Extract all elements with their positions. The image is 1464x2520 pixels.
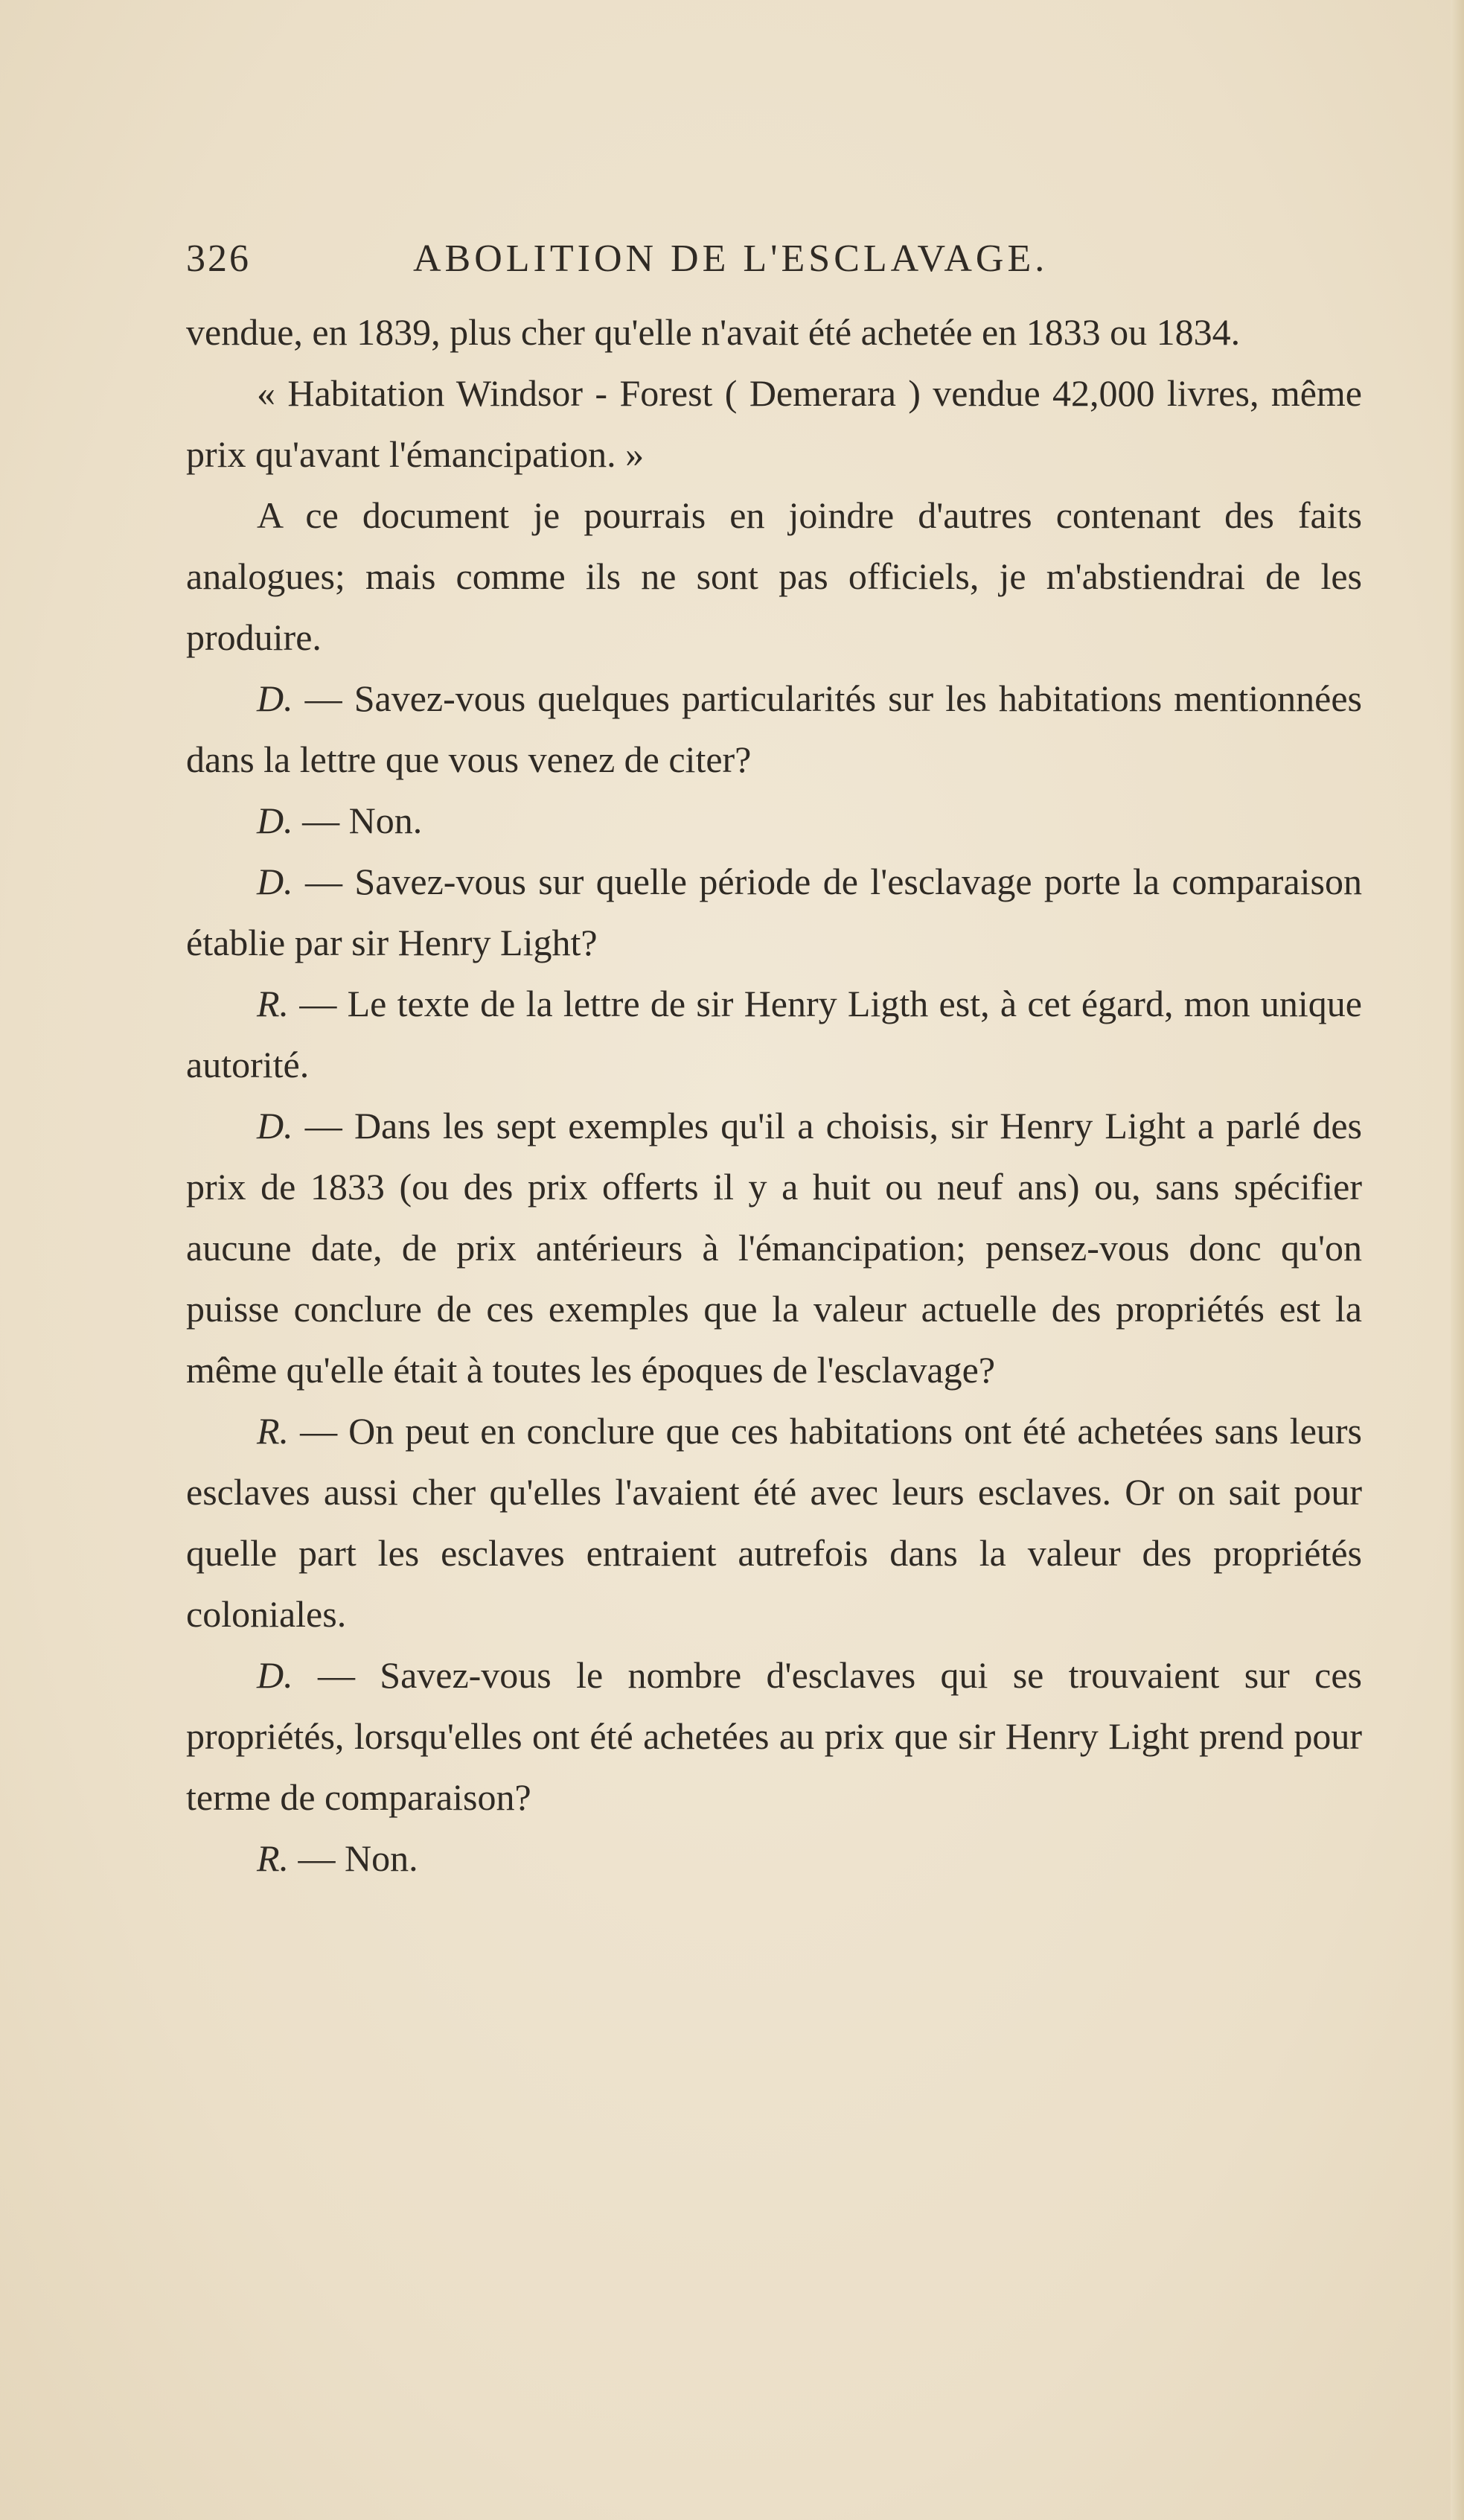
paragraph-text: vendue, en 1839, plus cher qu'elle n'avait été achetée en 1833 ou 1834. xyxy=(186,311,1241,353)
speaker-label: R. xyxy=(257,983,290,1024)
page-header xyxy=(186,237,1228,289)
paragraph-text: A ce document je pourrais en joindre d'autres contenant des faits analogues; mais comme ils ne sont pas officiels, je m'abstiendrai de les produire. xyxy=(186,494,1362,658)
paragraph-text: — Savez-vous quelques particularités sur les habitations mentionnées dans la lettre que vous venez de citer? xyxy=(186,677,1362,780)
paragraph xyxy=(186,485,1362,668)
speaker-label: D. xyxy=(257,861,293,902)
paragraph-quote xyxy=(186,363,1362,485)
paragraph-text: « Habitation Windsor - Forest ( Demerara ) vendue 42,000 livres, même prix qu'avant l'émancipation. » xyxy=(186,372,1362,475)
speaker-label: R. xyxy=(257,1410,290,1452)
answer xyxy=(186,1400,1362,1645)
question xyxy=(186,790,1362,851)
paragraph-continuation xyxy=(186,302,1362,363)
running-title: ABOLITION DE L'ESCLAVAGE. xyxy=(413,237,1049,280)
question xyxy=(186,1645,1362,1828)
speaker-label: R. xyxy=(257,1837,290,1879)
answer xyxy=(186,1828,1362,1889)
paragraph-text: — Dans les sept exemples qu'il a choisis, sir Henry Light a parlé des prix de 1833 (ou des prix offerts il y a huit ou neuf ans) ou, sans spécifier aucune date, de prix antérieurs à l'émancipation; pensez-vous donc qu'on puisse conclure de ces exemples que la valeur actuelle des propriétés est la même qu'elle était à toutes les époques de l'esclavage? xyxy=(186,1105,1362,1391)
paragraph-text: — On peut en conclure que ces habitations ont été achetées sans leurs esclaves aussi cher qu'elles l'avaient été avec leurs esclaves. Or on sait pour quelle part les esclaves entraient autrefois dans la valeur des propriétés coloniales. xyxy=(186,1410,1362,1635)
speaker-label: D. xyxy=(257,677,293,719)
speaker-label: D. xyxy=(257,1105,293,1146)
page-body xyxy=(186,302,1362,1889)
question xyxy=(186,1095,1362,1400)
answer xyxy=(186,973,1362,1095)
paragraph-text: — Savez-vous le nombre d'esclaves qui se trouvaient sur ces propriétés, lorsqu'elles ont été achetées au prix que sir Henry Light prend pour terme de comparaison? xyxy=(186,1654,1362,1818)
paragraph-text: — Non. xyxy=(293,800,423,841)
page-number: 326 xyxy=(186,237,251,280)
question xyxy=(186,668,1362,790)
speaker-label: D. xyxy=(257,1654,293,1696)
paragraph-text: — Non. xyxy=(289,1837,418,1879)
page-edge xyxy=(1451,0,1464,2520)
question xyxy=(186,851,1362,973)
paragraph-text: — Savez-vous sur quelle période de l'esclavage porte la comparaison établie par sir Henry Light? xyxy=(186,861,1362,963)
speaker-label: D. xyxy=(257,800,293,841)
paragraph-text: — Le texte de la lettre de sir Henry Ligth est, à cet égard, mon unique autorité. xyxy=(186,983,1362,1085)
